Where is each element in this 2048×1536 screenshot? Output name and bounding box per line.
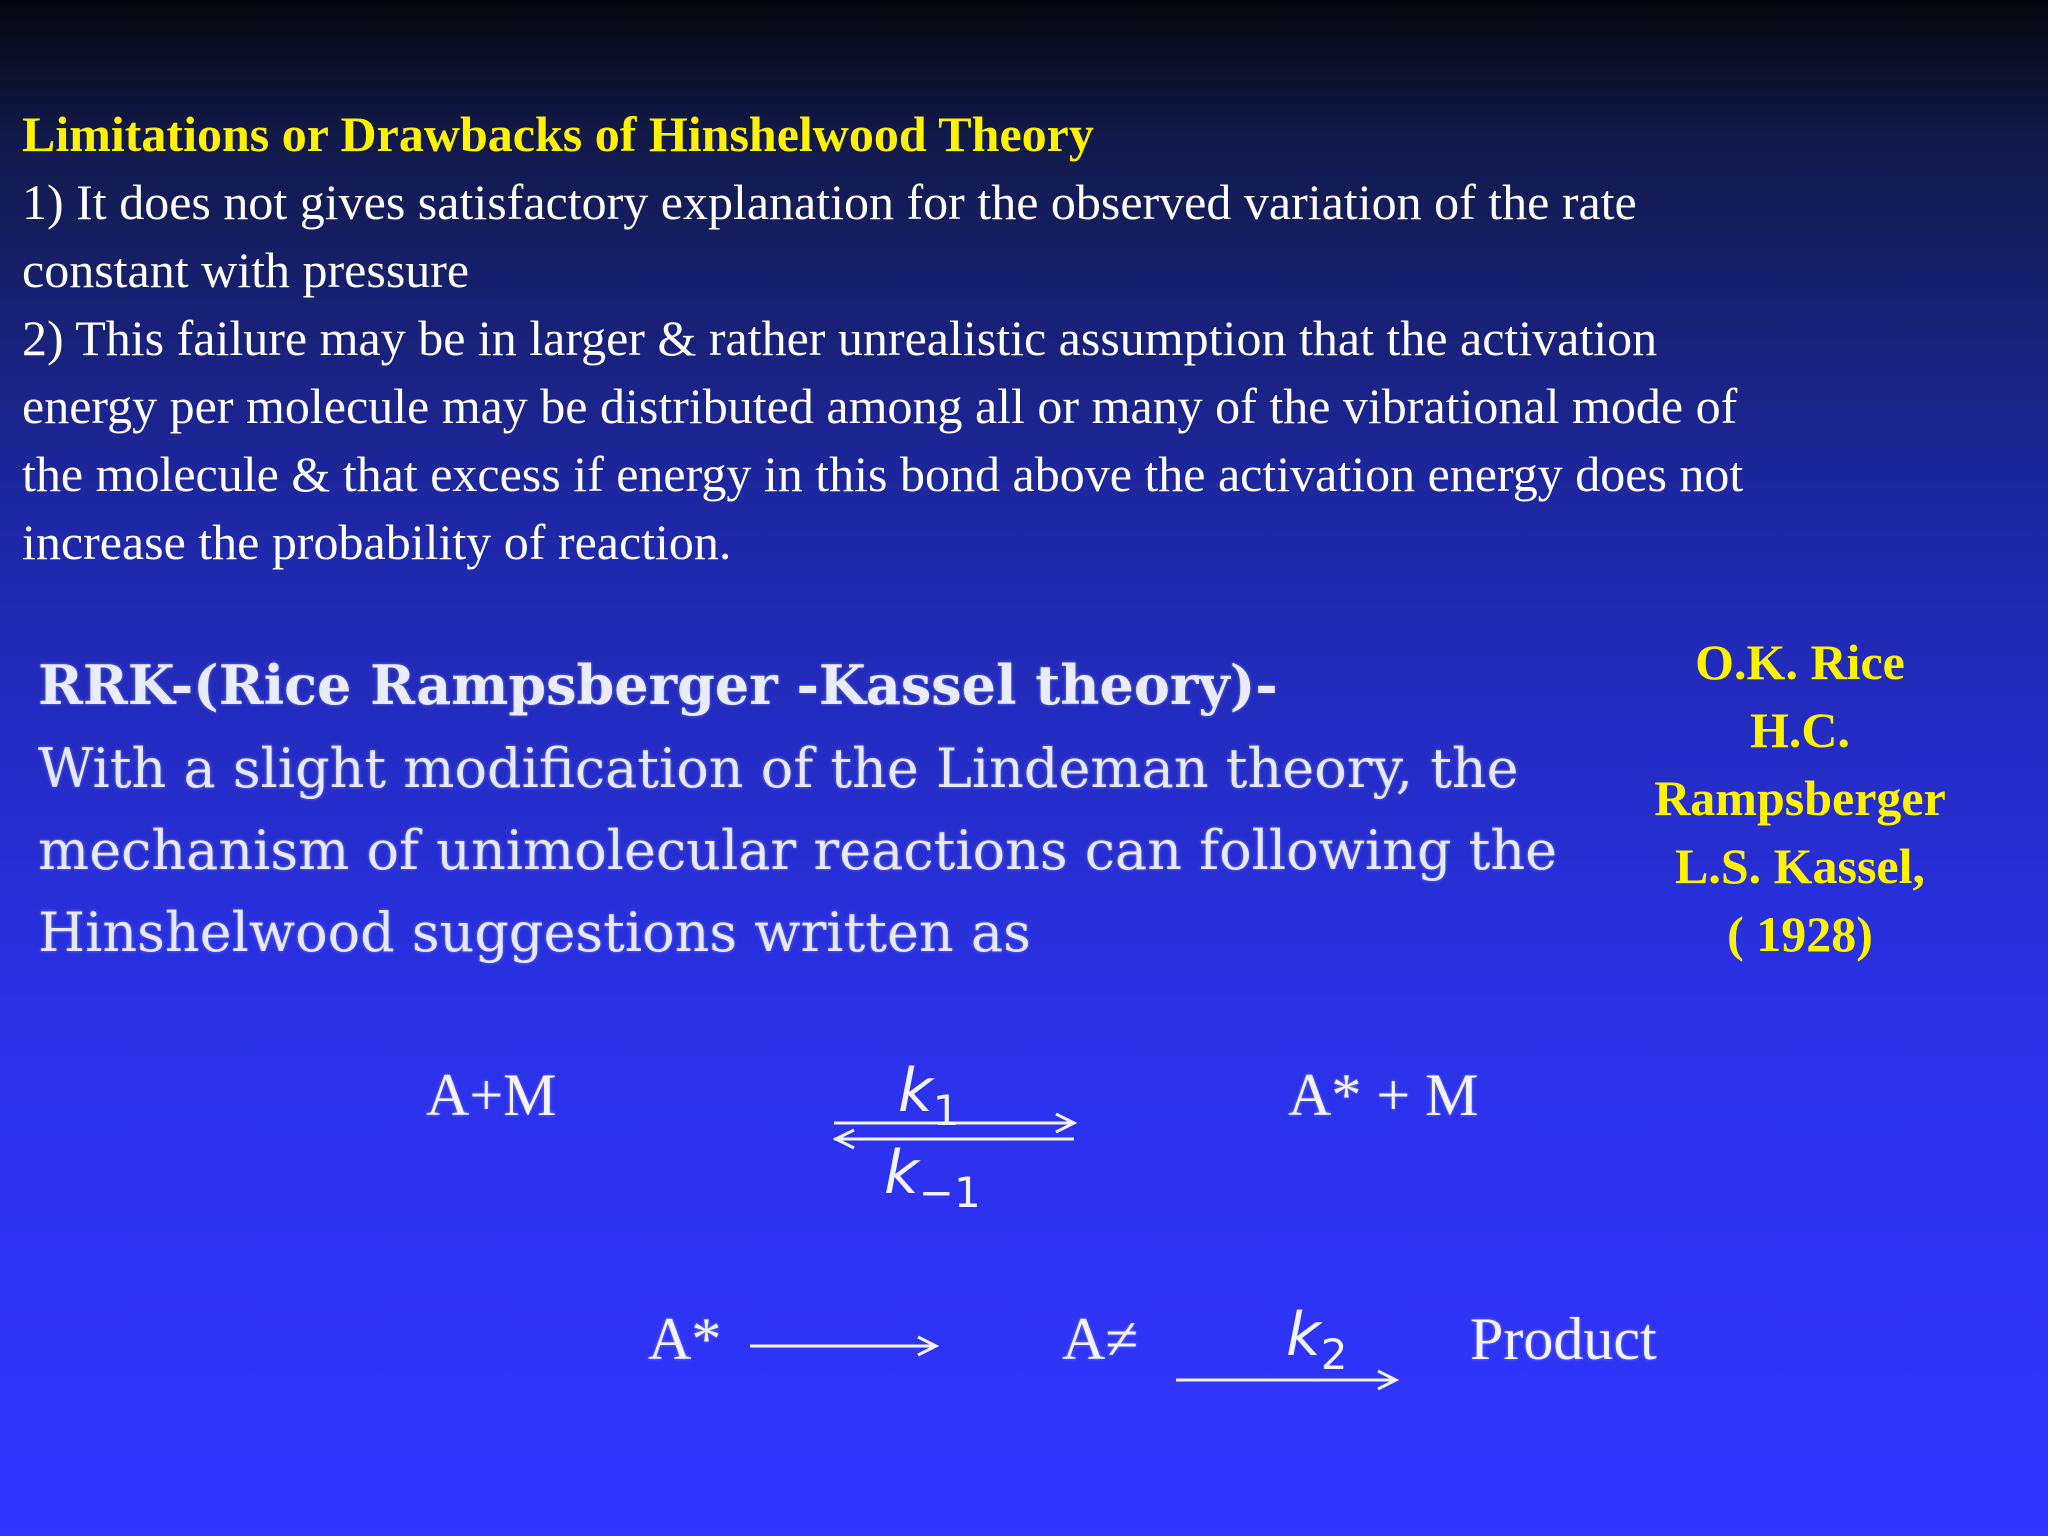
k-subscript: 2 <box>1320 1330 1348 1379</box>
limitations-line: increase the probability of reaction. <box>22 514 732 570</box>
k-subscript: 1 <box>932 1086 960 1135</box>
eq2-reactant: A* <box>648 1306 722 1372</box>
author-line: O.K. Rice <box>1695 634 1905 690</box>
author-line: L.S. Kassel, <box>1674 838 1926 894</box>
eq2-product: Product <box>1470 1306 1657 1372</box>
eq2-intermediate: A≠ <box>1062 1306 1139 1372</box>
rrk-line: mechanism of unimolecular reactions can following the <box>38 819 1558 882</box>
limitations-paragraph <box>22 168 2032 576</box>
eq1-product: A* + M <box>1288 1062 1479 1128</box>
authors-block <box>1610 628 1990 968</box>
eq1-reverse-rate-constant <box>884 1138 981 1228</box>
arrow-icon <box>750 1334 940 1358</box>
rrk-line: With a slight modification of the Lindeman theory, the <box>38 737 1519 800</box>
limitations-line: 2) This failure may be in larger & rather unrealistic assumption that the activation <box>22 310 1658 366</box>
limitations-heading: Limitations or Drawbacks of Hinshelwood Theory <box>22 106 1094 162</box>
rrk-title: RRK-(Rice Rampsberger -Kassel theory)- <box>38 653 1278 717</box>
eq1-reactant: A+M <box>426 1062 557 1128</box>
limitations-line: 1) It does not gives satisfactory explanation for the observed variation of the rate <box>22 174 1637 230</box>
limitations-line: constant with pressure <box>22 242 470 298</box>
k-symbol: k <box>1286 1300 1321 1370</box>
limitations-line: energy per molecule may be distributed among all or many of the vibrational mode of <box>22 378 1738 434</box>
author-line: ( 1928) <box>1727 906 1873 962</box>
arrow-icon <box>1176 1368 1400 1392</box>
limitations-line: the molecule & that excess if energy in this bond above the activation energy does not <box>22 446 1744 502</box>
rrk-line: Hinshelwood suggestions written as <box>38 901 1031 964</box>
author-line: H.C. <box>1750 702 1850 758</box>
k-symbol: k <box>898 1056 933 1126</box>
k-symbol: k <box>884 1138 919 1208</box>
k-subscript: −1 <box>918 1168 981 1217</box>
author-line: Rampsberger <box>1654 770 1946 826</box>
rrk-paragraph <box>38 728 1557 974</box>
